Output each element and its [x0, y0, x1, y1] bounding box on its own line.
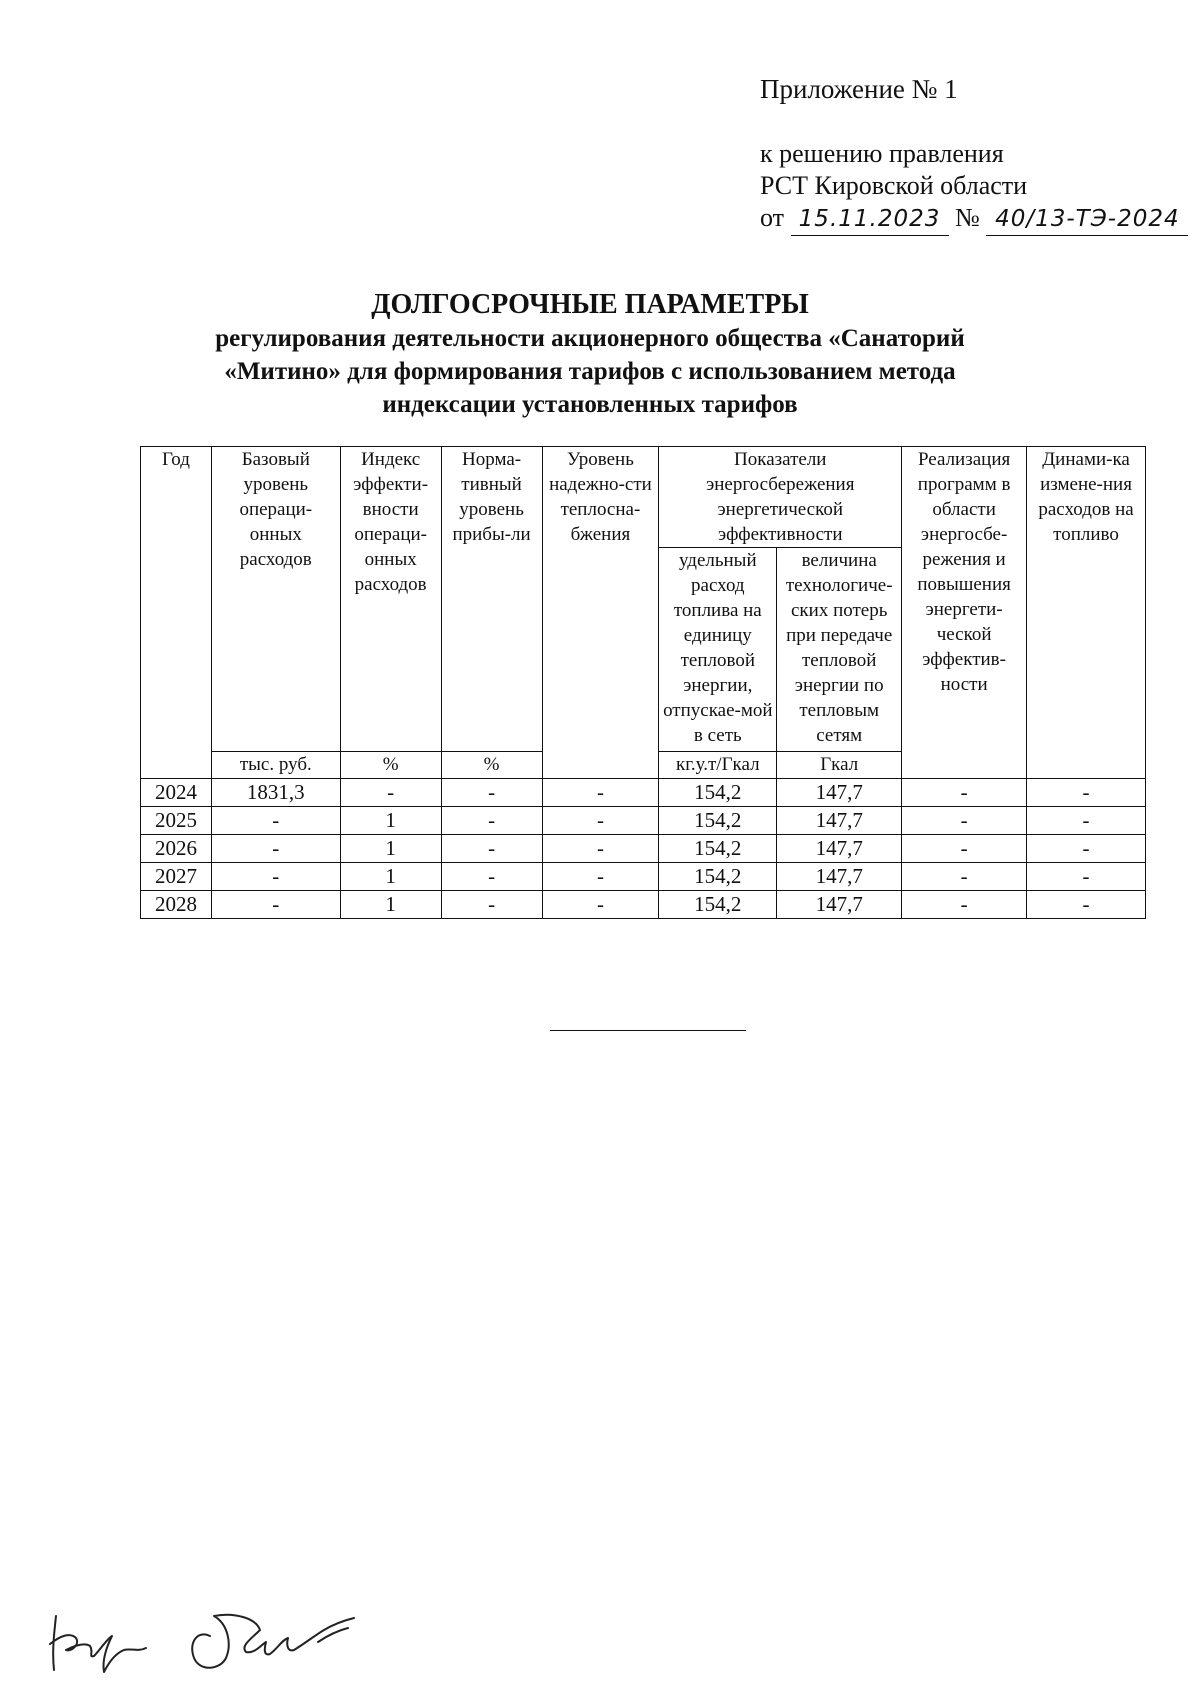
- parameters-table: [140, 446, 1146, 919]
- cell-fuel-dynamics: -: [1027, 891, 1146, 919]
- cell-fuel-dynamics: -: [1027, 863, 1146, 891]
- cell-fuel-dynamics: -: [1027, 779, 1146, 807]
- cell-heat-losses: 147,7: [777, 891, 902, 919]
- decision-block: [760, 138, 1188, 236]
- cell-year: 2028: [141, 891, 212, 919]
- cell-normative-profit: -: [441, 779, 542, 807]
- signature-graphic: [42, 1590, 362, 1680]
- cell-efficiency-index: 1: [340, 863, 441, 891]
- table-row: [141, 835, 1146, 863]
- cell-reliability: -: [542, 891, 659, 919]
- header-reliability: Уровень надежно-сти теплосна-бжения: [542, 447, 659, 779]
- cell-reliability: -: [542, 807, 659, 835]
- cell-year: 2026: [141, 835, 212, 863]
- cell-fuel-rate: 154,2: [659, 807, 777, 835]
- cell-reliability: -: [542, 779, 659, 807]
- cell-fuel-rate: 154,2: [659, 863, 777, 891]
- cell-heat-losses: 147,7: [777, 835, 902, 863]
- cell-normative-profit: -: [441, 891, 542, 919]
- header-base-opex: Базовый уровень операци-онных расходов: [211, 447, 340, 752]
- unit-heat-losses: Гкал: [777, 752, 902, 779]
- document-title: [140, 288, 1040, 421]
- cell-normative-profit: -: [441, 835, 542, 863]
- number-prefix: №: [955, 203, 980, 232]
- decision-line-1: к решению правления: [760, 139, 1004, 168]
- unit-base-opex: тыс. руб.: [211, 752, 340, 779]
- header-programs: Реализация программ в области энергосбе-режения и повышения энергети-ческой эффектив-ности: [902, 447, 1027, 779]
- cell-reliability: -: [542, 863, 659, 891]
- header-fuel-dynamics: Динами-ка измене-ния расходов на топливо: [1027, 447, 1146, 779]
- table-row: [141, 807, 1146, 835]
- unit-normative-profit: %: [441, 752, 542, 779]
- date-prefix: от: [760, 203, 785, 232]
- appendix-label: Приложение № 1: [760, 74, 958, 104]
- decision-number: 40/13-ТЭ-2024: [986, 203, 1188, 236]
- signature-initials: [50, 1616, 146, 1672]
- cell-base-opex: 1831,3: [211, 779, 340, 807]
- cell-efficiency-index: 1: [340, 891, 441, 919]
- cell-fuel-rate: 154,2: [659, 891, 777, 919]
- title-main: ДОЛГОСРОЧНЫЕ ПАРАМЕТРЫ: [371, 289, 809, 320]
- header-energy-indicators: Показатели энергосбережения энергетической эффективности: [659, 447, 902, 548]
- cell-programs: -: [902, 835, 1027, 863]
- title-line-3: индексации установленных тарифов: [382, 391, 798, 418]
- cell-base-opex: -: [211, 807, 340, 835]
- cell-heat-losses: 147,7: [777, 863, 902, 891]
- closing-separator-line: [550, 1030, 746, 1031]
- cell-reliability: -: [542, 835, 659, 863]
- cell-heat-losses: 147,7: [777, 807, 902, 835]
- cell-fuel-dynamics: -: [1027, 807, 1146, 835]
- cell-year: 2025: [141, 807, 212, 835]
- table-row: [141, 863, 1146, 891]
- cell-fuel-rate: 154,2: [659, 779, 777, 807]
- title-line-2: «Митино» для формирования тарифов с использованием метода: [224, 358, 956, 385]
- cell-programs: -: [902, 891, 1027, 919]
- cell-heat-losses: 147,7: [777, 779, 902, 807]
- cell-base-opex: -: [211, 891, 340, 919]
- cell-base-opex: -: [211, 863, 340, 891]
- table-row: [141, 779, 1146, 807]
- unit-fuel-rate: кг.у.т/Гкал: [659, 752, 777, 779]
- cell-year: 2024: [141, 779, 212, 807]
- cell-fuel-rate: 154,2: [659, 835, 777, 863]
- decision-date-number-line: [760, 202, 1188, 236]
- cell-fuel-dynamics: -: [1027, 835, 1146, 863]
- cell-efficiency-index: -: [340, 779, 441, 807]
- cell-programs: -: [902, 863, 1027, 891]
- decision-line-2: РСТ Кировской области: [760, 171, 1028, 200]
- header-heat-losses: величина технологиче-ских потерь при передаче тепловой энергии по тепловым сетям: [777, 548, 902, 752]
- cell-programs: -: [902, 807, 1027, 835]
- decision-date: 15.11.2023: [791, 203, 949, 236]
- cell-base-opex: -: [211, 835, 340, 863]
- header-fuel-rate: удельный расход топлива на единицу тепловой энергии, отпускае-мой в сеть: [659, 548, 777, 752]
- title-line-1: регулирования деятельности акционерного общества «Санаторий: [215, 325, 965, 352]
- cell-efficiency-index: 1: [340, 807, 441, 835]
- table-row: [141, 891, 1146, 919]
- cell-normative-profit: -: [441, 863, 542, 891]
- cell-year: 2027: [141, 863, 212, 891]
- unit-efficiency-index: %: [340, 752, 441, 779]
- cell-programs: -: [902, 779, 1027, 807]
- header-year: Год: [141, 447, 212, 779]
- signature-main: [192, 1615, 354, 1668]
- cell-efficiency-index: 1: [340, 835, 441, 863]
- header-normative-profit: Норма-тивный уровень прибы-ли: [441, 447, 542, 752]
- cell-normative-profit: -: [441, 807, 542, 835]
- header-efficiency-index: Индекс эффекти-вности операци-онных расходов: [340, 447, 441, 752]
